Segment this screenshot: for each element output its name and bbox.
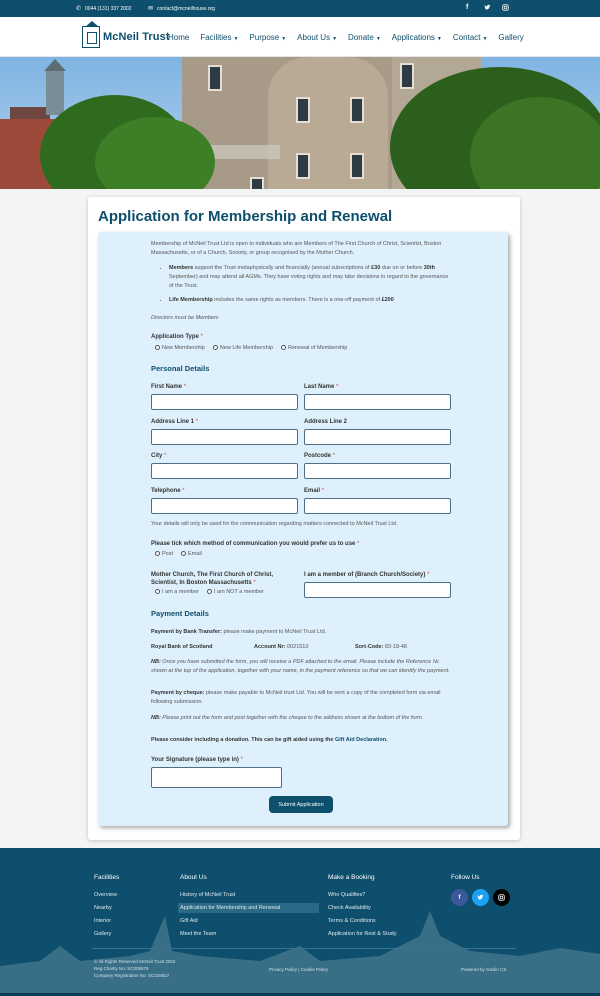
required-mark: * bbox=[240, 757, 243, 763]
bank-name bbox=[151, 643, 212, 652]
footer-link-who-qualifies[interactable]: Who Qualifies? bbox=[328, 892, 366, 898]
email-input[interactable] bbox=[304, 498, 451, 514]
nav-purpose[interactable] bbox=[249, 33, 286, 42]
application-type-label bbox=[151, 334, 203, 340]
city-input[interactable] bbox=[151, 463, 298, 479]
footer-booking-heading: Make a Booking bbox=[328, 874, 375, 881]
radio-label: New Life Membership bbox=[219, 345, 273, 351]
footer-powered-by: Powered by Gaslin CS bbox=[461, 967, 507, 972]
required-mark: * bbox=[336, 384, 339, 390]
donation-text bbox=[151, 736, 451, 745]
chevron-down-icon: ▼ bbox=[436, 36, 442, 42]
footer-link-nearby[interactable]: Nearby bbox=[94, 905, 112, 911]
address2-label: Address Line 2 bbox=[304, 419, 348, 425]
first-name-input[interactable] bbox=[151, 394, 298, 410]
phone-icon: ✆ bbox=[76, 6, 82, 12]
bullet-date: 30th bbox=[423, 265, 436, 271]
radio-circle[interactable] bbox=[155, 589, 160, 594]
nb-strong: NB: bbox=[151, 659, 161, 665]
nav-label: Facilities bbox=[200, 33, 232, 42]
radio-circle[interactable] bbox=[155, 345, 160, 350]
required-mark: * bbox=[182, 488, 185, 494]
required-mark: * bbox=[195, 419, 199, 425]
signature-label bbox=[151, 757, 243, 763]
instagram-icon[interactable] bbox=[493, 889, 510, 906]
bullet-members bbox=[169, 264, 452, 290]
branch-input[interactable] bbox=[304, 582, 451, 598]
bullet-life bbox=[169, 296, 452, 305]
radio-member[interactable] bbox=[155, 589, 199, 595]
city-skyline-image bbox=[0, 906, 600, 996]
first-name-label bbox=[151, 384, 186, 390]
donation-body: Please consider including a donation. This can be gift aided using the bbox=[151, 737, 335, 743]
top-bar bbox=[0, 0, 600, 17]
label-text: Telephone bbox=[151, 488, 181, 494]
bullet-text: September) and may attend all AGMs. They have voting rights and may take decisions in regard to the governance of the Trust. bbox=[169, 273, 449, 289]
nav-label: Applications bbox=[391, 33, 435, 42]
nb-text: Once you have submitted the form, you will receive a PDF attached to the email. Please include the Reference № shown at the top of the application, together with your name, in the payment reference so that we can identify the payment. bbox=[151, 659, 450, 674]
privacy-policy-link[interactable]: Privacy Policy bbox=[269, 967, 298, 972]
envelope-icon: ✉ bbox=[148, 6, 154, 12]
radio-circle[interactable] bbox=[213, 345, 218, 350]
account-number bbox=[254, 643, 308, 652]
footer-link-history[interactable]: History of McNeil Trust bbox=[180, 892, 236, 898]
footer-link-availability[interactable]: Check Availability bbox=[328, 905, 371, 911]
hero-window bbox=[296, 97, 310, 123]
copyright-line: © All Rights Reserved McNeil Trust 2022 bbox=[94, 959, 176, 964]
radio-not-member[interactable] bbox=[207, 589, 264, 595]
footer-link-gallery[interactable]: Gallery bbox=[94, 931, 112, 937]
hero-spire bbox=[46, 69, 64, 115]
account-label: Account Nr: bbox=[254, 644, 286, 650]
hero-balcony bbox=[210, 145, 280, 159]
nb-reference-note bbox=[151, 658, 451, 676]
bank-name-text: Royal Bank of Scotland bbox=[151, 644, 213, 650]
nav-label: Purpose bbox=[249, 33, 280, 42]
radio-new-membership[interactable] bbox=[155, 345, 205, 351]
last-name-label bbox=[304, 384, 338, 390]
bank-text: please make payment to McNeil Trust Ltd. bbox=[221, 629, 327, 635]
company-number: Company Registration No: SC028927 bbox=[94, 972, 170, 978]
radio-label: Renewal of Membership bbox=[287, 345, 348, 351]
footer-link-overview[interactable]: Overview bbox=[94, 892, 117, 898]
radio-label: I am a member bbox=[162, 589, 199, 595]
telephone-label bbox=[151, 488, 185, 494]
radio-post[interactable] bbox=[155, 551, 173, 557]
nav-home[interactable] bbox=[168, 33, 189, 42]
phone-contact[interactable] bbox=[76, 5, 131, 12]
logo-house-icon bbox=[82, 26, 100, 48]
nav-contact[interactable] bbox=[453, 33, 488, 42]
sortcode-label: Sort-Code: bbox=[355, 644, 384, 650]
bullet-text: includes the same rights as members. There is a one-off payment of bbox=[212, 297, 382, 304]
site-header bbox=[0, 17, 600, 57]
required-mark: * bbox=[200, 334, 203, 340]
bullet-strong: Life Membership bbox=[169, 297, 213, 304]
twitter-icon[interactable] bbox=[472, 889, 489, 906]
radio-label: I am NOT a member bbox=[213, 589, 265, 595]
bullet-strong: Members bbox=[169, 265, 194, 271]
hero-window bbox=[296, 153, 310, 179]
directors-note: Directors must be Members bbox=[151, 315, 219, 321]
chevron-down-icon: ▼ bbox=[332, 36, 338, 42]
label-text: Application Type bbox=[151, 334, 199, 340]
cheque-body: please make payable to McNeil trust Ltd. You will be sent a copy of the completed form via email following submission. bbox=[151, 690, 441, 705]
radio-email[interactable] bbox=[181, 551, 202, 557]
footer-link-terms[interactable]: Terms & Conditions bbox=[328, 918, 376, 924]
nav-label: Contact bbox=[452, 33, 481, 42]
main-nav bbox=[168, 33, 524, 42]
address1-input[interactable] bbox=[151, 429, 298, 445]
email-contact[interactable] bbox=[148, 5, 215, 12]
footer-link-team[interactable]: Meet the Team bbox=[180, 931, 217, 937]
application-type-group bbox=[155, 345, 347, 351]
mother-church-label bbox=[151, 571, 286, 587]
cheque-text bbox=[151, 689, 451, 707]
nav-about-us[interactable] bbox=[297, 33, 337, 42]
communication-label bbox=[151, 541, 359, 547]
personal-details-heading: Personal Details bbox=[151, 364, 210, 373]
intro-text: Membership of McNeil Trust Ltd is open to individuals who are Members of The First Church of Christ, Scientist, Boston Massachusetts, or of a Church, Society, or group recognised by the Mother Church. bbox=[151, 241, 442, 256]
bullet-amount: £30 bbox=[371, 265, 381, 271]
mother-church-group bbox=[155, 589, 264, 595]
payment-details-heading: Payment Details bbox=[151, 609, 209, 618]
required-mark: * bbox=[183, 384, 187, 390]
cheque-strong: Payment by cheque: bbox=[151, 690, 205, 696]
bullet-amount: £200 bbox=[381, 297, 394, 304]
radio-circle[interactable] bbox=[181, 551, 186, 556]
radio-new-life-membership[interactable] bbox=[213, 345, 273, 351]
communication-group bbox=[155, 551, 202, 557]
radio-circle[interactable] bbox=[155, 551, 160, 556]
label-text: First Name bbox=[151, 384, 183, 390]
hero-window bbox=[250, 177, 264, 189]
branch-label bbox=[304, 572, 429, 578]
page-title: Application for Membership and Renewal bbox=[98, 208, 393, 225]
required-mark: * bbox=[253, 580, 256, 587]
twitter-icon[interactable] bbox=[484, 4, 491, 13]
city-label bbox=[151, 453, 166, 459]
facebook-icon[interactable]: f bbox=[466, 4, 469, 11]
hero-window bbox=[350, 153, 364, 179]
radio-label: New Membership bbox=[162, 345, 205, 351]
radio-circle[interactable] bbox=[281, 345, 286, 350]
instagram-icon[interactable] bbox=[502, 4, 509, 13]
footer-policies bbox=[269, 967, 328, 974]
footer-link-rest-study[interactable]: Application for Rest & Study bbox=[328, 931, 397, 937]
policy-separator: | bbox=[298, 967, 300, 972]
chevron-down-icon: ▼ bbox=[281, 36, 287, 42]
label-text: Your Signature (please type in) bbox=[151, 757, 239, 763]
nav-label: About Us bbox=[297, 33, 331, 42]
nav-gallery[interactable] bbox=[498, 33, 523, 42]
required-mark: * bbox=[164, 453, 167, 459]
email-label bbox=[304, 488, 324, 494]
gift-aid-link[interactable]: Gift Aid Declaration bbox=[334, 737, 387, 743]
label-text: I am a member of (Branch Church/Society) bbox=[304, 572, 426, 578]
site-logo[interactable] bbox=[82, 26, 170, 48]
account-value: 0021510 bbox=[287, 644, 309, 650]
footer-copyright bbox=[94, 959, 175, 979]
radio-label: Email bbox=[188, 551, 202, 557]
nav-donate[interactable] bbox=[348, 33, 381, 42]
footer-follow-heading: Follow Us bbox=[451, 874, 480, 881]
chevron-down-icon: ▼ bbox=[375, 36, 381, 42]
hero-window bbox=[350, 97, 364, 123]
footer-facilities-heading: Facilities bbox=[94, 874, 120, 881]
nb-text: Please print out the form and post together with the cheque to the address shown at the bottom of the form. bbox=[160, 715, 424, 721]
donation-end: . bbox=[386, 737, 388, 743]
nav-label: Gallery bbox=[498, 33, 524, 42]
label-text: Please tick which method of communication you would prefer us to use bbox=[151, 541, 356, 547]
phone-number[interactable]: 0044 (131) 337 2002 bbox=[85, 5, 132, 12]
bullet-text: support the Trust metaphysically and financially (annual subscriptions of bbox=[193, 265, 372, 271]
hero-window bbox=[208, 65, 222, 91]
bullet-text: due on or before bbox=[380, 265, 424, 271]
footer-link-interior[interactable]: Interior bbox=[94, 918, 112, 924]
label-text: Email bbox=[304, 488, 321, 494]
facebook-icon[interactable]: f bbox=[451, 889, 468, 906]
membership-bullets bbox=[160, 264, 452, 311]
footer-link-gift-aid[interactable]: Gift Aid bbox=[180, 918, 198, 924]
postcode-label bbox=[304, 453, 335, 459]
hero-image bbox=[0, 57, 600, 189]
last-name-input[interactable] bbox=[304, 394, 451, 410]
footer-divider bbox=[92, 948, 516, 949]
email-address[interactable]: contact@mcneilhouse.org bbox=[157, 5, 215, 12]
required-mark: * bbox=[357, 541, 360, 547]
footer-about-heading: About Us bbox=[180, 874, 207, 881]
bank-strong: Payment by Bank Transfer: bbox=[151, 629, 222, 635]
required-mark: * bbox=[427, 572, 430, 578]
chevron-down-icon: ▼ bbox=[482, 36, 488, 42]
footer-link-application-active[interactable]: Application for Membership and Renewal bbox=[178, 903, 319, 913]
required-mark: * bbox=[332, 453, 336, 459]
submit-application-button[interactable]: Submit Application bbox=[269, 796, 333, 813]
required-mark: * bbox=[321, 488, 325, 494]
hero-window bbox=[400, 63, 414, 89]
radio-label: Post bbox=[162, 551, 174, 557]
nav-label: Home bbox=[168, 33, 190, 42]
radio-renewal[interactable] bbox=[281, 345, 347, 351]
hero-turret bbox=[268, 57, 388, 189]
nav-facilities[interactable] bbox=[200, 33, 238, 42]
label-text: Address Line 1 bbox=[151, 419, 195, 425]
address1-label bbox=[151, 419, 198, 425]
address2-input[interactable] bbox=[304, 429, 451, 445]
sortcode-value: 83-18-48 bbox=[384, 644, 407, 650]
charity-number: Reg Charity No: SC008879 bbox=[94, 965, 149, 971]
chevron-down-icon: ▼ bbox=[233, 36, 239, 42]
logo-text: McNeil Trust bbox=[103, 31, 170, 43]
sort-code bbox=[355, 643, 407, 652]
nb-print-note bbox=[151, 714, 451, 723]
privacy-note: Your details will only be used for the communication regarding matters connected to McNeil Trust Ltd. bbox=[151, 521, 398, 527]
signature-input[interactable] bbox=[151, 767, 282, 788]
postcode-input[interactable] bbox=[304, 463, 451, 479]
label-text: Postcode bbox=[304, 453, 332, 459]
label-text: Mother Church, The First Church of Christ, Scientist, In Boston Massachusetts bbox=[151, 572, 274, 587]
nav-applications[interactable] bbox=[392, 33, 442, 42]
site-footer bbox=[0, 848, 600, 996]
bank-transfer-text bbox=[151, 628, 451, 637]
cookie-policy-link[interactable]: Cookie Policy bbox=[300, 967, 328, 972]
telephone-input[interactable] bbox=[151, 498, 298, 514]
label-text: City bbox=[151, 453, 163, 459]
nav-label: Donate bbox=[348, 33, 374, 42]
label-text: Last Name bbox=[304, 384, 335, 390]
radio-circle[interactable] bbox=[207, 589, 212, 594]
nb-strong: NB: bbox=[151, 715, 161, 721]
